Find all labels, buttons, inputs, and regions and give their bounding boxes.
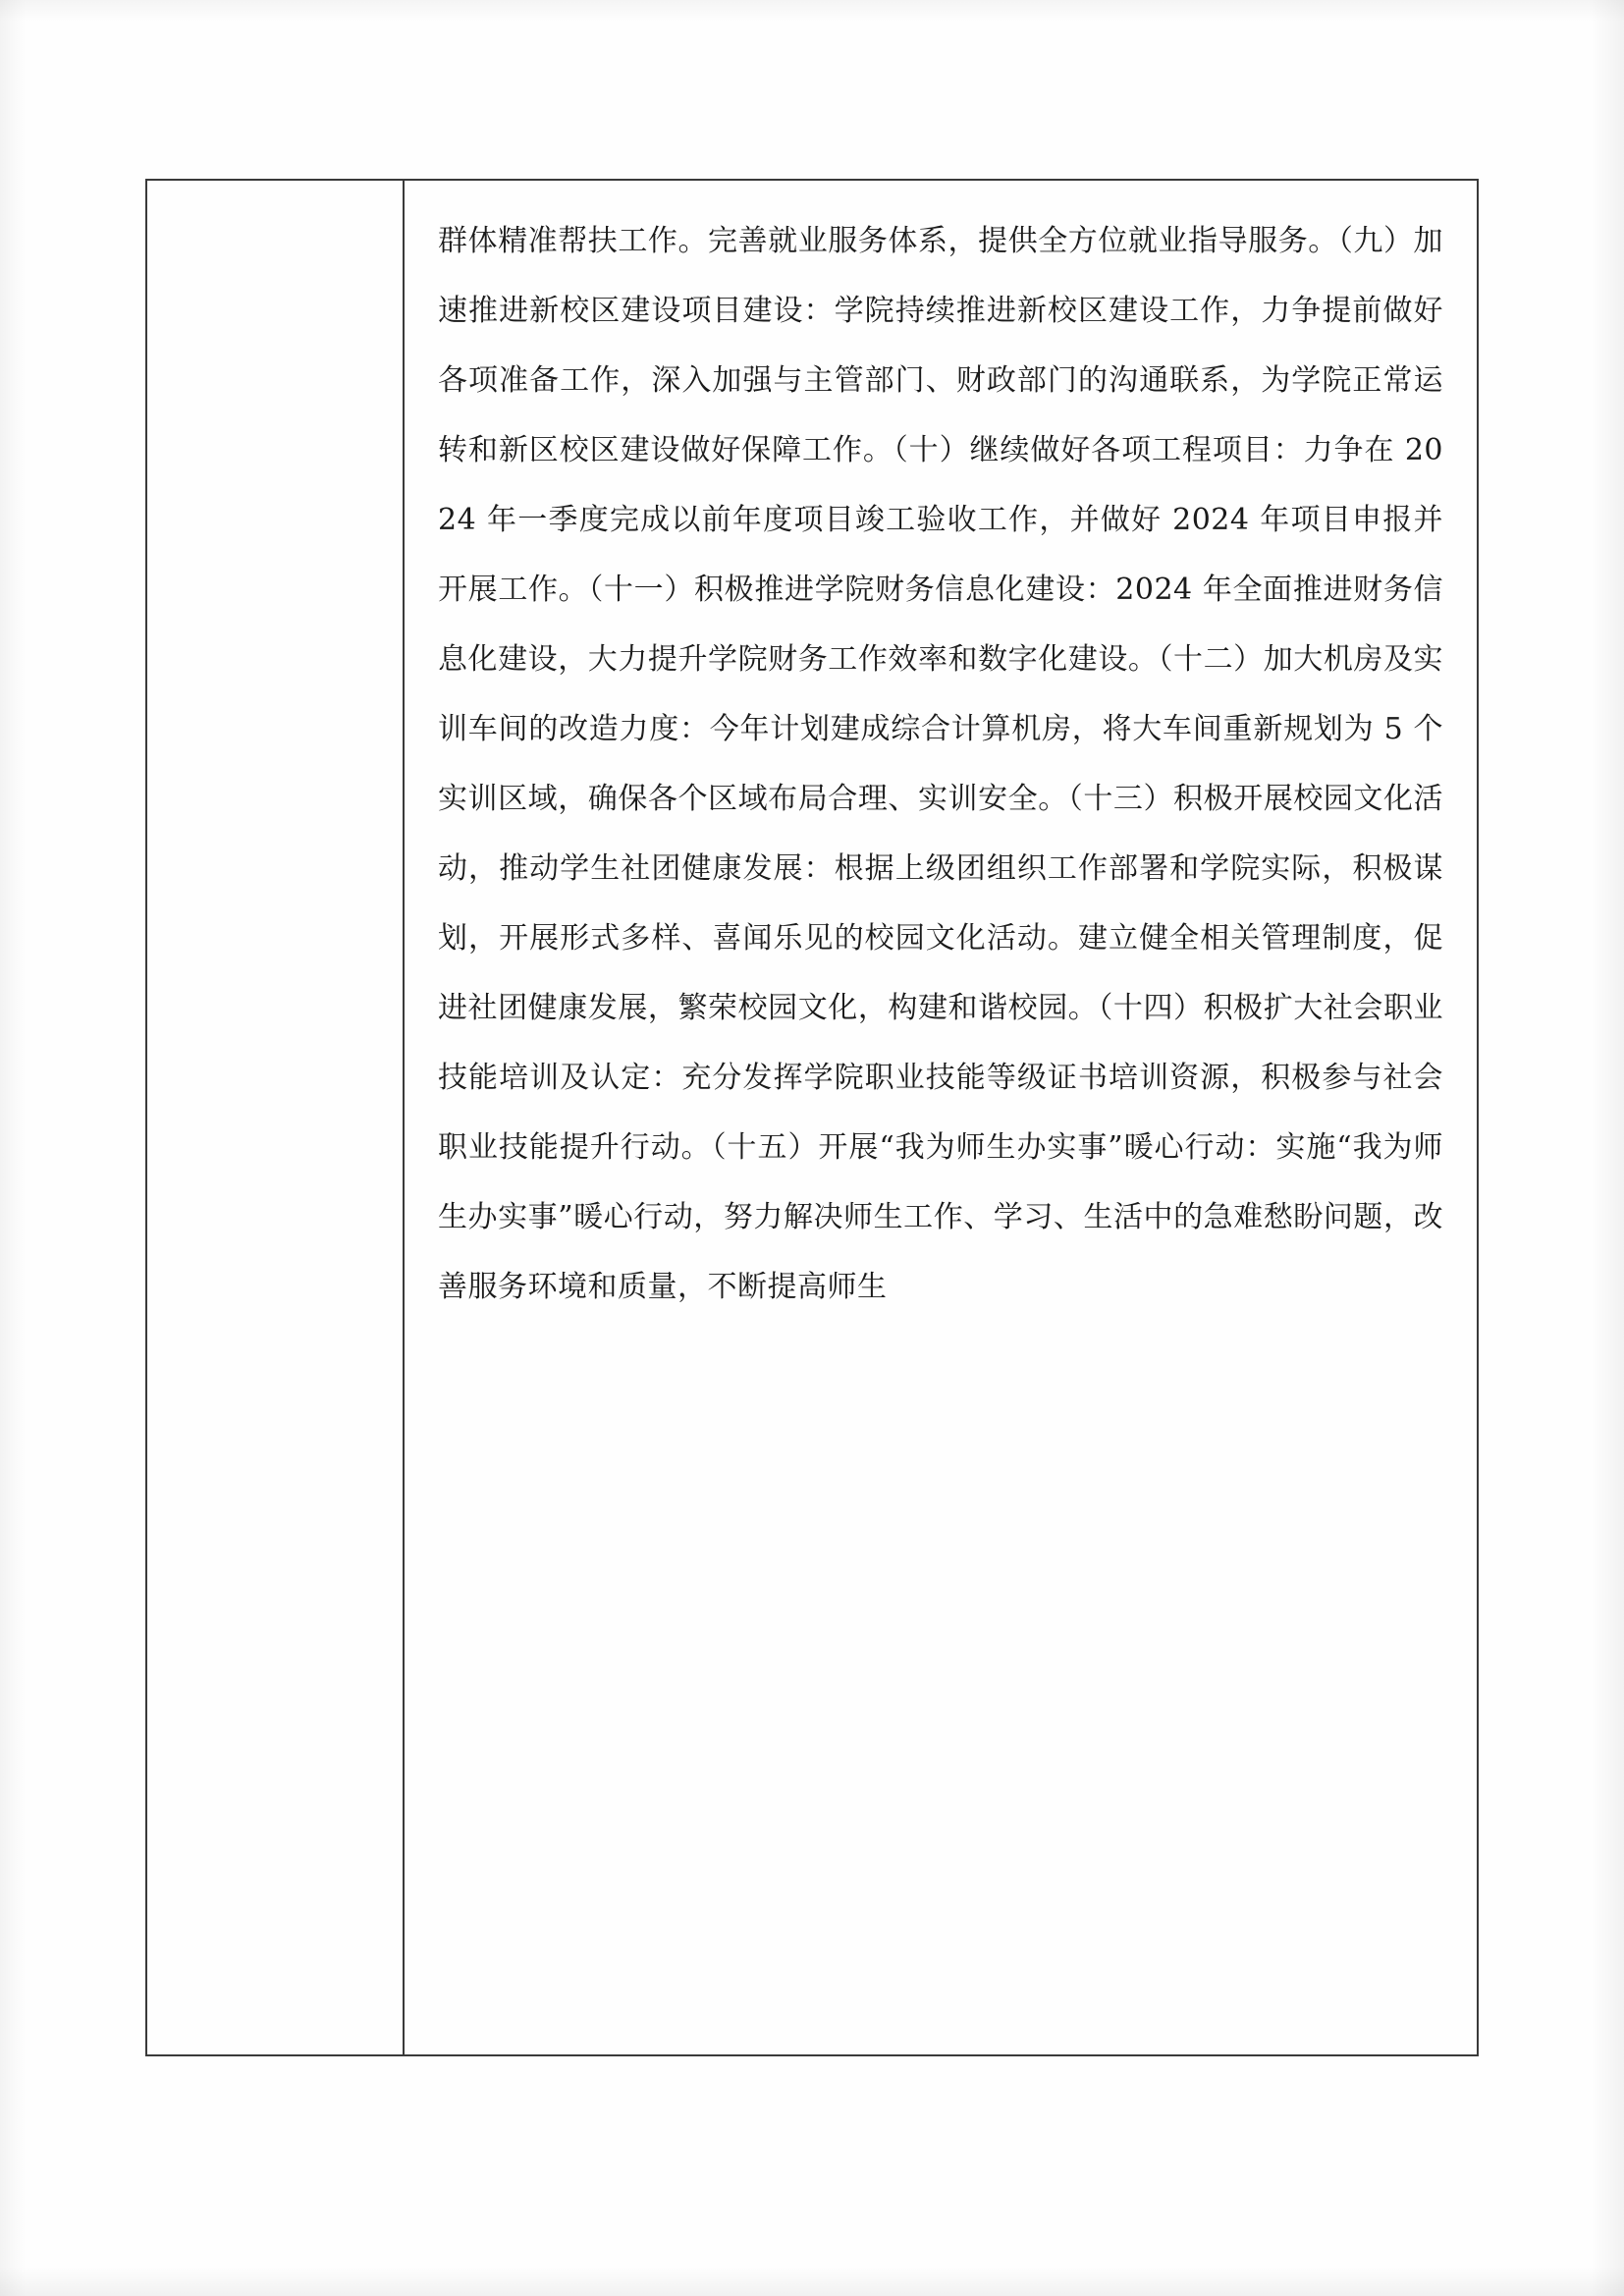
scan-edge-top [0,0,1624,22]
scan-edge-left [0,0,26,2296]
scan-edge-bottom [0,2267,1624,2296]
table-main-column [405,181,1477,2054]
table-left-column [147,181,405,2054]
body-paragraph: 群体精准帮扶工作。完善就业服务体系，提供全方位就业指导服务。（九）加速推进新校区建设项目建设：学院持续推进新校区建设工作，力争提前做好各项准备工作，深入加强与主管部门、财政部门的沟通联系，为学院正常运转和新区校区建设做好保障工作。（十）继续做好各项工程项目：力争在 2024 年一季度完成以前年度项目竣工验收工作，并做好 2024 年项目申报并开展工作。（十一）积极推进学院财务信息化建设：2024 年全面推进财务信息化建设，大力提升学院财务工作效率和数字化建设。（十二）加大机房及实训车间的改造力度：今年计划建成综合计算机房，将大车间重新规划为 5 个实训区域，确保各个区域布局合理、实训安全。（十三）积极开展校园文化活动，推动学生社团健康发展：根据上级团组织工作部署和学院实际，积极谋划，开展形式多样、喜闻乐见的校园文化活动。建立健全相关管理制度，促进社团健康发展，繁荣校园文化，构建和谐校园。（十四）积极扩大社会职业技能培训及认定：充分发挥学院职业技能等级证书培训资源，积极参与社会职业技能提升行动。（十五）开展“我为师生办实事”暖心行动：实施“我为师生办实事”暖心行动，努力解决师生工作、学习、生活中的急难愁盼问题，改善服务环境和质量，不断提高师生 [438,224,1443,1304]
document-table [145,179,1479,2056]
scan-edge-right [1591,0,1624,2296]
